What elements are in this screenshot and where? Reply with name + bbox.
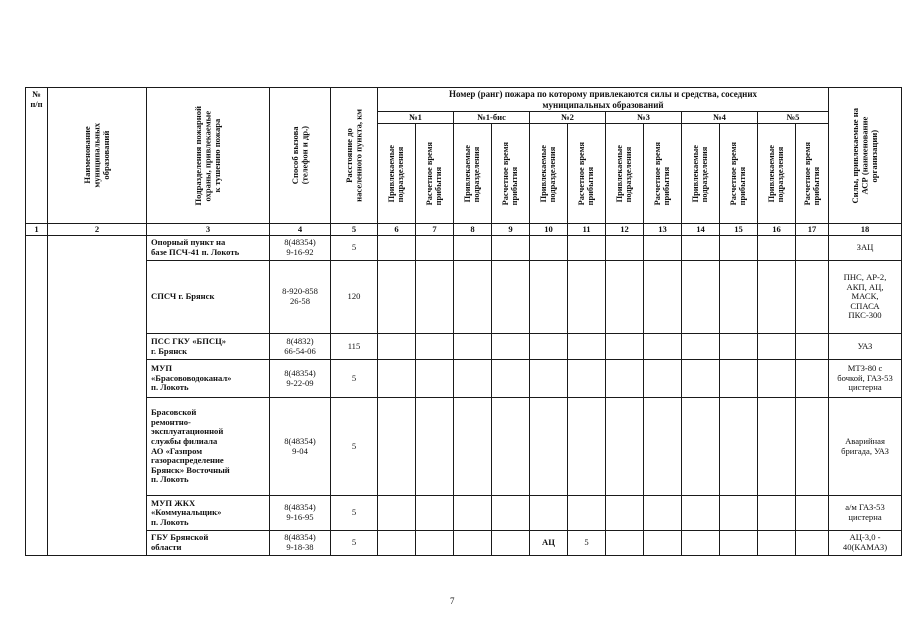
column-number: 18 [829, 224, 902, 236]
rank2-units [530, 398, 568, 496]
distance: 5 [331, 531, 378, 556]
call-method: 8(48354) 9-22-09 [270, 360, 331, 398]
sub-time [416, 124, 454, 224]
sub-units-label: Привлекаемые подразделения [463, 144, 482, 203]
rank2-time [568, 496, 606, 531]
asr-forces: АЦ-3,0 - 40(КАМАЗ) [829, 531, 902, 556]
column-number: 3 [147, 224, 270, 236]
distance: 5 [331, 360, 378, 398]
header-distance [331, 88, 378, 224]
header-rank-group-label: Номер (ранг) пожара по которому привлекаются силы и средства, соседних муниципальных образований [448, 89, 758, 110]
distance: 5 [331, 496, 378, 531]
call-method: 8(48354) 9-04 [270, 398, 331, 496]
sub-time [644, 124, 682, 224]
header-rank-group [378, 88, 829, 112]
unit-name: Опорный пункт на базе ПСЧ-41 п. Локоть [147, 236, 270, 261]
header-call-label: Способ вызова (телефон и др.) [289, 126, 309, 185]
call-method: 8(48354) 9-16-95 [270, 496, 331, 531]
asr-forces: ПНС, АР-2, АКП, АЦ, МАСК, СПАСА ПКС-300 [829, 261, 902, 334]
rank2-units [530, 496, 568, 531]
header-units [147, 88, 270, 224]
asr-forces: Аварийная бригада, УАЗ [829, 398, 902, 496]
table-row [26, 398, 902, 496]
column-number: 13 [644, 224, 682, 236]
column-number: 15 [720, 224, 758, 236]
column-number: 1 [26, 224, 48, 236]
column-number: 10 [530, 224, 568, 236]
asr-forces: УАЗ [829, 334, 902, 360]
table-row [26, 261, 902, 334]
sub-units-label: Привлекаемые подразделения [387, 144, 406, 203]
column-number-row [26, 224, 902, 236]
column-number: 9 [492, 224, 530, 236]
call-method: 8(4832) 66-54-06 [270, 334, 331, 360]
sub-units-label: Привлекаемые подразделения [539, 144, 558, 203]
sub-time-label: Расчетное время прибытия [802, 141, 821, 206]
sub-time-label: Расчетное время прибытия [425, 141, 444, 206]
header-municipality-label: Наименование муниципальных образований [81, 123, 111, 188]
asr-forces: ЗАЦ [829, 236, 902, 261]
column-number: 8 [454, 224, 492, 236]
header-rank-4: №4 [682, 112, 758, 124]
sub-time [568, 124, 606, 224]
sub-time [492, 124, 530, 224]
header-rank-3: №3 [606, 112, 682, 124]
rank2-units [530, 334, 568, 360]
table-row [26, 496, 902, 531]
header-distance-label: Расстояние до населенного пункта, км [343, 109, 363, 202]
sub-time-label: Расчетное время прибытия [653, 141, 672, 206]
distance: 5 [331, 236, 378, 261]
header-units-label: Подразделения пожарной охраны, привлекаемые к тушению пожара [192, 105, 222, 206]
column-number: 11 [568, 224, 606, 236]
unit-name: ПСС ГКУ «БПСЦ» г. Брянск [147, 334, 270, 360]
asr-forces: МТЗ-80 с бочкой, ГАЗ-53 цистерна [829, 360, 902, 398]
column-number: 6 [378, 224, 416, 236]
header-rank-5: №5 [758, 112, 829, 124]
rank2-time [568, 360, 606, 398]
num-cell [26, 236, 48, 556]
fire-forces-table [25, 87, 902, 556]
call-method: 8-920-858 26-58 [270, 261, 331, 334]
rank2-time [568, 334, 606, 360]
column-number: 5 [331, 224, 378, 236]
page-number: 7 [450, 596, 455, 606]
sub-units [606, 124, 644, 224]
sub-time-label: Расчетное время прибытия [577, 141, 596, 206]
header-asr-label: Силы, привлекаемые на АСР (наименование организации) [849, 107, 879, 204]
sub-time-label: Расчетное время прибытия [501, 141, 520, 206]
sub-units-label: Привлекаемые подразделения [767, 144, 786, 203]
table-row [26, 360, 902, 398]
sub-units [378, 124, 416, 224]
rank2-units [530, 236, 568, 261]
rank2-time [568, 236, 606, 261]
column-number: 7 [416, 224, 454, 236]
call-method: 8(48354) 9-18-38 [270, 531, 331, 556]
municipality-cell [48, 236, 147, 556]
sub-units [454, 124, 492, 224]
distance: 115 [331, 334, 378, 360]
sub-time-label: Расчетное время прибытия [729, 141, 748, 206]
table-row [26, 236, 902, 261]
rank2-units [530, 261, 568, 334]
column-number: 17 [796, 224, 829, 236]
column-number: 4 [270, 224, 331, 236]
unit-name: ГБУ Брянской области [147, 531, 270, 556]
sub-time [720, 124, 758, 224]
header-municipality [48, 88, 147, 224]
unit-name: МУП ЖКХ «Коммунальщик» п. Локоть [147, 496, 270, 531]
rank2-units: АЦ [530, 531, 568, 556]
sub-units [682, 124, 720, 224]
rank2-time [568, 261, 606, 334]
unit-name: Брасовской ремонтно- эксплуатационной службы филиала АО «Газпром газораспределение Брянск» Восточный п. Локоть [147, 398, 270, 496]
rank2-time [568, 398, 606, 496]
header-rank-1bis: №1-бис [454, 112, 530, 124]
header-call [270, 88, 331, 224]
header-asr [829, 88, 902, 224]
sub-units [530, 124, 568, 224]
sub-time [796, 124, 829, 224]
header-num-label: № п/п [30, 89, 43, 109]
header-num [26, 88, 48, 224]
column-number: 2 [48, 224, 147, 236]
column-number: 12 [606, 224, 644, 236]
sub-units-label: Привлекаемые подразделения [691, 144, 710, 203]
rank2-units [530, 360, 568, 398]
sub-units-label: Привлекаемые подразделения [615, 144, 634, 203]
column-number: 16 [758, 224, 796, 236]
table-row [26, 334, 902, 360]
column-number: 14 [682, 224, 720, 236]
rank2-time: 5 [568, 531, 606, 556]
asr-forces: а/м ГАЗ-53 цистерна [829, 496, 902, 531]
table-row [26, 531, 902, 556]
unit-name: СПСЧ г. Брянск [147, 261, 270, 334]
unit-name: МУП «Брасововодоканал» п. Локоть [147, 360, 270, 398]
header-rank-1: №1 [378, 112, 454, 124]
distance: 5 [331, 398, 378, 496]
header-rank-2: №2 [530, 112, 606, 124]
sub-units [758, 124, 796, 224]
call-method: 8(48354) 9-16-92 [270, 236, 331, 261]
distance: 120 [331, 261, 378, 334]
